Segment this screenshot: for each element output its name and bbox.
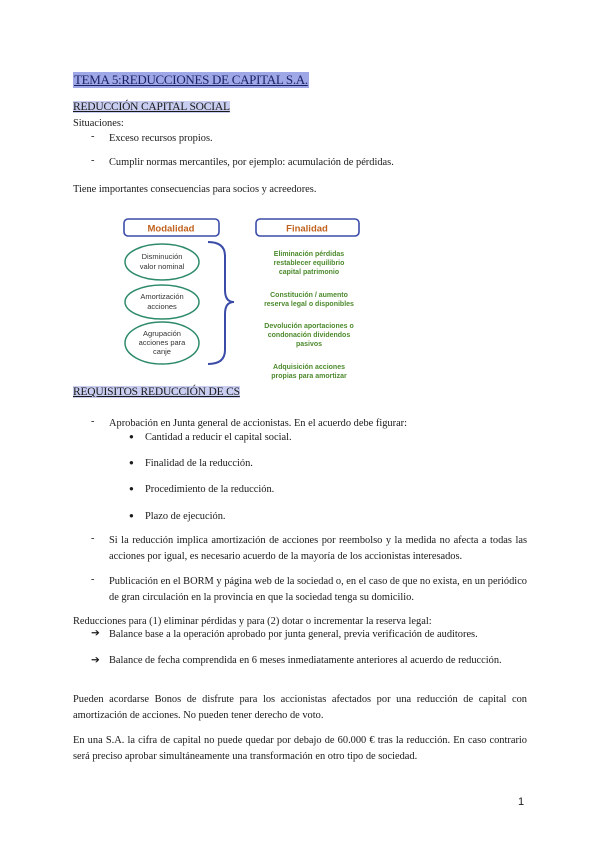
modalidad-label: acciones (147, 302, 177, 311)
list-item: Cumplir normas mercantiles, por ejemplo: acumulación de pérdidas. (109, 157, 394, 168)
finalidad-label: reserva legal o disponibles (264, 301, 354, 308)
dash-bullet: - (91, 533, 95, 544)
finalidad-label: Devolución aportaciones o (264, 323, 354, 330)
bullet-dot: ● (129, 458, 134, 467)
arrow-item: Balance base a la operación aprobado por junta general, previa verificación de auditores. (109, 629, 478, 640)
reducciones-text: Reducciones para (1) eliminar pérdidas y para (2) dotar o incrementar la reserva legal: (73, 616, 432, 627)
finalidad-label: capital patrimonio (278, 269, 340, 276)
requisito-item: Si la reducción implica amortización de acciones por reembolso y la medida no afecta a todas las acciones por igual, es necesario acuerdo de la mayoría de los accionistas interesados. (109, 535, 527, 562)
page-number: 1 (518, 796, 525, 808)
modalidad-finalidad-diagram (113, 212, 375, 384)
bullet-dot: ● (129, 484, 134, 493)
modalidad-label: acciones para (138, 338, 186, 347)
brace-shape (208, 242, 234, 364)
situaciones-label: Situaciones: (73, 118, 124, 129)
section-heading-requisitos: REQUISITOS REDUCCIÓN DE CS (73, 386, 240, 398)
bullet-dot: ● (129, 432, 134, 441)
bullet-dot: ● (129, 511, 134, 520)
requisito-item: Aprobación en Junta general de accionistas. En el acuerdo debe figurar: (109, 418, 408, 429)
finalidad-label: Eliminación pérdidas (273, 251, 345, 258)
page-title: TEMA 5:REDUCCIONES DE CAPITAL S.A. (74, 72, 308, 87)
finalidad-header-box (256, 219, 359, 236)
arrow-bullet: ➔ (91, 628, 100, 639)
arrow-item: Balance de fecha comprendida en 6 meses inmediatamente anteriores al acuerdo de reducción. (109, 655, 502, 666)
arrow-bullet: ➔ (91, 655, 100, 666)
dash-bullet: - (91, 131, 95, 142)
dash-bullet: - (91, 155, 95, 166)
modalidad-label: Agrupación (143, 329, 181, 338)
requisito-item: Publicación en el BORM y página web de la sociedad o, en el caso de que no exista, en un periódico de gran circulación en la provincia en que la sociedad tenga su domicilio. (109, 576, 527, 603)
sub-item: Procedimiento de la reducción. (145, 484, 275, 495)
finalidad-label: restablecer equilibrio (273, 260, 345, 267)
modalidad-label: valor nominal (139, 262, 185, 271)
consequences-text: Tiene importantes consecuencias para socios y acreedores. (73, 184, 317, 195)
modalidad-label: canje (153, 347, 171, 356)
list-item: Exceso recursos propios. (109, 133, 213, 144)
dash-bullet: - (91, 574, 95, 585)
sub-item: Cantidad a reducir el capital social. (145, 432, 292, 443)
sub-item: Plazo de ejecución. (145, 511, 226, 522)
finalidad-label: pasivos (295, 341, 323, 348)
modalidad-header-box (124, 219, 219, 236)
finalidad-header: Finalidad (286, 223, 328, 235)
finalidad-label: condonación dividendos (267, 332, 351, 339)
modalidad-label: Amortización (140, 292, 184, 301)
sub-item: Finalidad de la reducción. (145, 458, 253, 469)
modalidad-header: Modalidad (147, 223, 195, 235)
finalidad-label: propias para amortizar (271, 373, 347, 380)
bonos-paragraph: Pueden acordarse Bonos de disfrute para los accionistas afectados por una reducción de capital con amortización de acciones. No pueden tener derecho de voto. (73, 694, 527, 721)
finalidad-label: Constitución / aumento (270, 292, 348, 299)
capital-minimo-paragraph: En una S.A. la cifra de capital no puede quedar por debajo de 60.000 € tras la reducción. En caso contrario será preciso aprobar simultáneamente una transformación en otro tipo de sociedad. (73, 735, 527, 762)
modalidad-label: Disminución (141, 252, 183, 261)
section-heading-reduccion: REDUCCIÓN CAPITAL SOCIAL (73, 101, 230, 113)
dash-bullet: - (91, 416, 95, 427)
finalidad-label: Adquisición acciones (273, 364, 345, 371)
